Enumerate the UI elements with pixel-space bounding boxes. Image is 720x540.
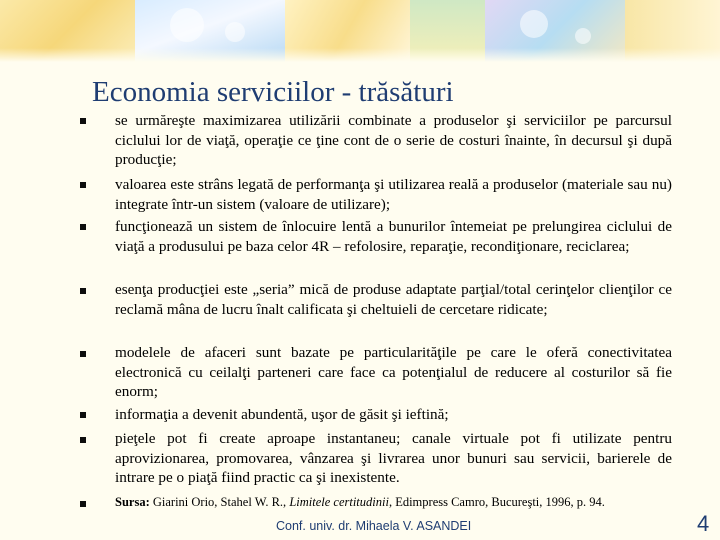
bullet-icon (80, 501, 86, 507)
bullet-icon (80, 288, 86, 294)
list-item: valoarea este strâns legată de performanţa şi utilizarea reală a produselor (materiale sau nu) integrate într-un sistem (valoare de utilizare); (115, 176, 672, 213)
bullet-icon (80, 351, 86, 357)
source-publisher: , Edimpress Camro, Bucureşti, 1996, p. 94. (388, 495, 605, 509)
page-number: 4 (697, 511, 710, 536)
bullet-icon (80, 224, 86, 230)
list-item: esenţa producţiei este „seria” mică de produse adaptate parţial/total cerinţelor clienţilor ce reclamă mâna de lucru înalt calificata şi cheltuieli de cercetare ridicate; (115, 281, 672, 318)
bullet-icon (80, 182, 86, 188)
source-book-title: Limitele certitudinii (289, 495, 389, 509)
bullet-icon (80, 118, 86, 124)
bullet-icon (80, 437, 86, 443)
list-item: pieţele pot fi create aproape instantaneu; canale virtuale pot fi utilizate pentru aprovizionarea, promovarea, vânzarea şi livrarea unor bunuri sau servicii, barierele de intrare pe o piaţă fiind practic ca şi inexistente. (115, 430, 672, 486)
source-label: Sursa: (115, 495, 150, 509)
list-item: modelele de afaceri sunt bazate pe particularităţile pe care le oferă conectivitatea electronică cu ceilalţi parteneri care face ca potenţialul de reducere al costurilor să fie enorm; (115, 344, 672, 400)
list-item: informaţia a devenit abundentă, uşor de găsit şi ieftină; (115, 406, 449, 423)
decorative-header-banner (0, 0, 720, 62)
slide-title: Economia serviciilor - trăsături (92, 76, 454, 108)
list-item: se urmăreşte maximizarea utilizării combinate a produselor şi serviciilor pe parcursul ciclului lor de viaţă, operaţie ce ţine cont de o serie de costuri înainte, în decursul şi după producţie; (115, 112, 672, 168)
source-citation (115, 494, 672, 510)
source-authors: Giarini Orio, Stahel W. R., (149, 495, 290, 509)
list-item: funcţionează un sistem de înlocuire lentă a bunurilor întemeiat pe prelungirea ciclului de viaţă a produsului pe baza celor 4R – refolosire, reparaţie, recondiţionare, reciclarea; (115, 218, 672, 255)
footer-author: Conf. univ. dr. Mihaela V. ASANDEI (276, 519, 472, 533)
bullet-icon (80, 412, 86, 418)
